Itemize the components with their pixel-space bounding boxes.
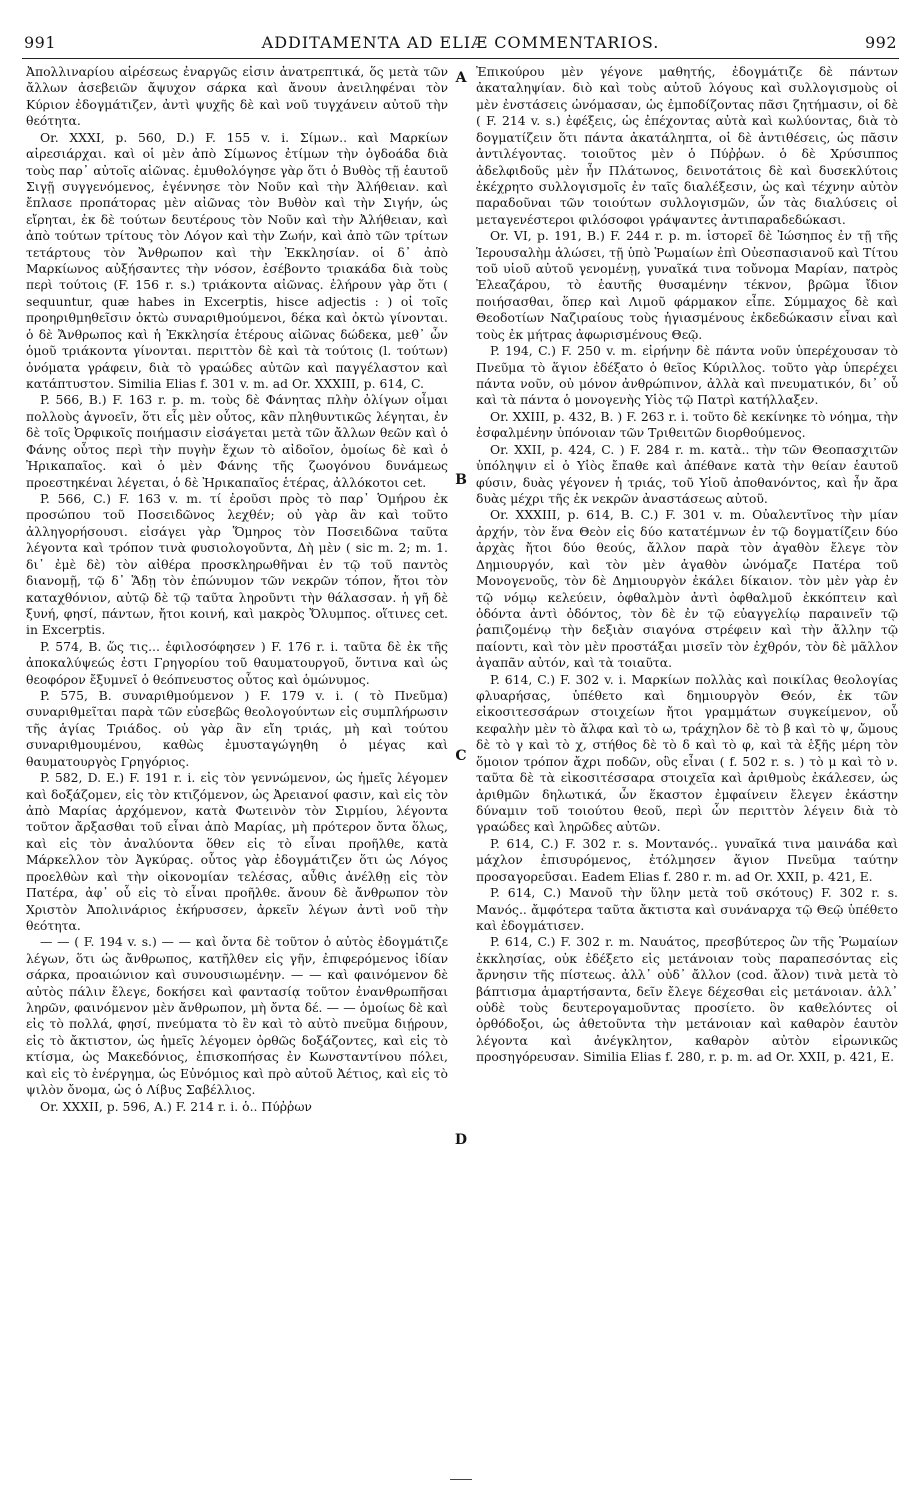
left-column bbox=[26, 64, 448, 1474]
paragraph: P. 575, B. συναριθμούμενον ) F. 179 v. i. ( τὸ Πνεῦμα) συναριθμεῖται παρὰ τῶν εὐσεβῶς θεολογούντων εἰς συμπλήρωσιν τῆς ἁγίας Τριάδος. οὐ γὰρ ἂν εἴη τριάς, μὴ καὶ τούτου συναριθμουμένου, καθὼς ἐμυσταγώγηθη ὁ μέγας καὶ θαυματουργὸς Γρηγόριος. bbox=[26, 688, 448, 769]
margin-letter-c: C bbox=[455, 748, 467, 764]
paragraph: Or. XXXI, p. 560, D.) F. 155 v. i. Σίμων.. καὶ Μαρκίων αἱρεσιάρχαι. καὶ οἱ μὲν ἀπὸ Σίμωνος ἐτίμων τὴν ὀγδοάδα διὰ τοὺς παρ᾽ αὐτοῖς αἰῶνας. ἐμυθολόγησε γὰρ ὅτι ὁ Βυθὸς τῇ ἑαυτοῦ Σιγῇ συγγενόμενος, ἐγέννησε τὸν Νοῦν καὶ τὴν Ἀλήθειαν. καὶ ἔπλασε προπάτορας μὲν αἰῶνας τὸν Βυθὸν καὶ τὴν Σιγήν, ὡς εἴρηται, ἐκ δὲ τούτων δευτέρους τὸν Νοῦν καὶ τὴν Ἀλήθειαν, καὶ ἀπὸ τούτων τρίτους τὸν Λόγον καὶ τὴν Ζωήν, καὶ ἀπὸ τῶν τρίτων τετάρτους τὸν Ἄνθρωπον καὶ τὴν Ἐκκλησίαν. οἱ δ᾽ ἀπὸ Μαρκίωνος αὐξήσαντες τὴν νόσον, ἐσέβοντο τριακάδα διὰ τοὺς περὶ τούτοις (F. 156 r. s.) τριάκοντα αἰῶνας. ἐλήρουν γὰρ ὅτι ( sequuntur, quæ habes in Excerptis, hisce adjectis : ) οἱ τοῖς προηριθμηθεῖσιν ὀκτὼ συναριθμούμενοι, δέκα καὶ ὀκτὼ γίνονται. ὁ δὲ Ἄνθρωπος καὶ ἡ Ἐκκλησία ἑτέρους αἰῶνας δώδεκα, μεθ᾽ ὧν ὁμοῦ τριάκοντα γίνονται. περιττὸν δὲ καὶ τὰ τούτοις (l. τούτων) ὀνόματα γράφειν, διὰ τὸ γραώδες αὐτῶν καὶ παγγέλαστον καὶ κατάπτυστον. Similia Elias f. 301 v. m. ad Or. XXXIII, p. 614, C. bbox=[26, 129, 448, 392]
paragraph: P. 566, C.) F. 163 v. m. τί ἐροῦσι πρὸς τὸ παρ᾽ Ὁμήρου ἐκ προσώπου τοῦ Ποσειδῶνος λεχθέν; οὐ γὰρ ἂν καὶ τοῦτο ἀλληγορήσουσι. εἰσάγει γὰρ Ὅμηρος τὸν Ποσειδῶνα ταῦτα λέγοντα καὶ τρόπον τινὰ φυσιολογοῦντα, Δὴ μὲν ( sic m. 2; m. 1. δι᾽ ἐμὲ δὲ) τὸν αἰθέρα προσκληρωθῆναι ἐν τῷ τοῦ παντὸς διανομῇ, τῷ δ᾽ Ἅδῃ τὸν ἐπώνυμον τῶν νεκρῶν τόπον, ἤτοι τὸν καταχθόνιον, αὐτῷ δὲ τῷ ταῦτα ληροῦντι τὴν θάλασσαν. ἡ γῆ δὲ ξυνή, φησί, πάντων, ἤτοι κοινή, καὶ μακρὸς Ὄλυμπος. οἵτινες cet. in Excerptis. bbox=[26, 490, 448, 638]
header-rule bbox=[22, 58, 899, 59]
page-number-right: 992 bbox=[864, 33, 897, 52]
paragraph: P. 566, B.) F. 163 r. p. m. τοὺς δὲ Φάνητας πλὴν ὀλίγων οἶμαι πολλοὺς ἀγνοεῖν, ὅτι εἷς μὲν οὗτος, κἂν πληθυντικῶς λέγηται, ἐν δὲ τοῖς Ὀρφικοῖς ποιήμασιν εἰσάγεται μετὰ τῶν ἄλλων θεῶν καὶ ὁ Φάνης οὗτος περὶ τὴν πυγὴν ἔχων τὸ αἰδοῖον, ὁμοίως δὲ καὶ ὁ Ἠρικαπαῖος. καὶ ὁ μὲν Φάνης τῆς ζωογόνου δυνάμεως προεστηκέναι λέγεται, ὁ δὲ Ἠρικαπαῖος ἑτέρας, ἀλλόκοτοι cet. bbox=[26, 392, 448, 490]
right-column bbox=[476, 64, 898, 1474]
paragraph: P. 582, D. E.) F. 191 r. i. εἰς τὸν γεννώμενον, ὡς ἡμεῖς λέγομεν καὶ δοξάζομεν, εἰς τὸν κτιζόμενον, ὡς Ἀρειανοί φασιν, καὶ εἰς τὸν ἀπὸ Μαρίας ἀρχόμενον, κατὰ Φωτεινὸν τὸν Σιρμίου, λέγοντα τοῦτον ἄρξασθαι τοῦ εἶναι ἀπὸ Μαρίας, μὴ πρότερον ὄντα ὅλως, καὶ εἰς τὸν ἀναλύοντα ὅθεν εἰς τὸ εἶναι προῆλθε, κατὰ Μάρκελλον τὸν Ἀγκύρας. οὗτος γὰρ ἐδογμάτιζεν ὅτι ὡς Λόγος προελθὼν καὶ τὴν οἰκονομίαν τελέσας, αὖθις ἀνέλθῃ εἰς τὸν Πατέρα, ἀφ᾽ οὗ εἰς τὸ εἶναι προῆλθε. ἄνουν δὲ ἄνθρωπον τὸν Χριστὸν Ἀπολινάριος ἐκήρυσσεν, ἀρκεῖν λέγων ἀντὶ νοῦ τὴν θεότητα. bbox=[26, 770, 448, 933]
paragraph: P. 614, C.) Μανοῦ τὴν ὕλην μετὰ τοῦ σκότους) F. 302 r. s. Μανός.. ἄμφότερα ταῦτα ἄκτιστα καὶ συνάναρχα τῷ Θεῷ ὑπέθετο καὶ ἐδογμάτισεν. bbox=[476, 885, 898, 933]
paragraph: P. 574, B. ὥς τις... ἐφιλοσόφησεν ) F. 176 r. i. ταῦτα δὲ ἐκ τῆς ἀποκαλύψεώς ἐστι Γρηγορίου τοῦ θαυματουργοῦ, ὅντινα καὶ ὡς θεοφόρον ἔξυμνεῖ ὁ θεόπνευστος οὗτος καὶ ὁμώνυμος. bbox=[26, 638, 448, 687]
margin-letter-b: B bbox=[455, 472, 467, 488]
paragraph: Or. XXXII, p. 596, A.) F. 214 r. i. ὁ.. Πύῤῥων bbox=[40, 1098, 312, 1114]
margin-letter-d: D bbox=[454, 1132, 468, 1148]
paragraph: P. 614, C.) F. 302 v. i. Μαρκίων πολλὰς καὶ ποικίλας θεολογίας φλυαρήσας, ὑπέθετο καὶ δημιουργὸν Θεόν, ἐκ τῶν εἰκοσιτεσσάρων στοιχείων ἤτοι γραμμάτων συγκείμενον, οὗ κεφαλὴν μὲν τὸ ἄλφα καὶ τὸ ω, τράχηλον δὲ τὸ β καὶ τὸ ψ, ὤμους δὲ τὸ γ καὶ τὸ χ, στήθος δὲ τὸ δ καὶ τὸ φ, καὶ τὰ ἑξῆς μέρη τὸν ὅμοιον τρόπον ἄχρι ποδῶν, οὓς εἶναι ( f. 502 r. s. ) τὸ μ καὶ τὸ ν. ταῦτα δὲ τὰ εἰκοσιτέσσαρα στοιχεῖα καὶ ἀριθμοὺς ἐκάλεσεν, ὡς ἀριθμῶν δηλωτικά, ὧν ἕκαστον ἐμφαίνειν ἔλεγεν ἑκάστην δύναμιν τοῦ τοιούτου θεοῦ, περὶ ὧν περιττὸν λέγειν διὰ τὸ γραώδες καὶ ληρῶδες αὐτῶν. bbox=[476, 671, 898, 835]
paragraph: P. 194, C.) F. 250 v. m. εἰρήνην δὲ πάντα νοῦν ὑπερέχουσαν τὸ Πνεῦμα τὸ ἅγιον ἐδέξατο ὁ θεῖος Κύριλλος. τοῦτο γὰρ ὑπερέχει πάντα νοῦν, οὐ μόνον ἀνθρώπινον, ἀλλὰ καὶ πνευματικόν, δι᾽ οὗ καὶ τὰ πάντα ὁ μονογενὴς Υἱὸς τῷ Πατρὶ κατήλλαξεν. bbox=[476, 343, 898, 408]
paragraph: Or. XXIII, p. 432, B. ) F. 263 r. i. τοῦτο δὲ κεκίνηκε τὸ νόημα, τὴν ἐσφαλμένην ὑπόνοιαν τῶν Τριθειτῶν διορθούμενος. bbox=[476, 408, 898, 441]
paragraph: Or. VI, p. 191, B.) F. 244 r. p. m. ἱστορεῖ δὲ Ἰώσηπος ἐν τῇ τῆς Ἱερουσαλὴμ ἁλώσει, τῇ ὑπὸ Ῥωμαίων ἐπὶ Οὐεσπασιανοῦ καὶ Τίτου τοῦ υἱοῦ αὐτοῦ γενομένῃ, γυναῖκά τινα τοὔνομα Μαρίαν, πατρὸς Ἐλεαζάρου, τὸ ἑαυτῆς θυσαμένην τέκνον, βρῶμα ἴδιον ποιήσασθαι, ὅπερ καὶ Λιμοῦ φάρμακον εἶπε. Σύμμαχος δὲ καὶ Θεοδοτίων Ναζιραίους τοὺς ἡγιασμένους ἐκδεδώκασιν εἶναι καὶ τοὺς ἐκ μήτρας ἀφωρισμένους Θεῷ. bbox=[476, 228, 898, 342]
paragraph: Or. XXXIII, p. 614, B. C.) F. 301 v. m. Οὐαλεντῖνος τὴν μίαν ἀρχήν, τὸν ἕνα Θεὸν εἰς δύο κατατέμνων ἐν τῷ δογματίζειν δύο ἀρχὰς ἤτοι δύο θεούς, ἄλλον παρὰ τὸν ἀγαθὸν ἔλεγε τὸν Δημιουργόν, καὶ τὸν μὲν ἀγαθὸν ὠνόμαζε Πατέρα τοῦ Μονογενοῦς, τὸν δὲ Δημιουργὸν ἐκάλει δίκαιον. τὸν μὲν γὰρ ἐν τῷ νόμῳ κελεύειν, ὀφθαλμὸν ἀντὶ ὀφθαλμοῦ ἐκκόπτειν καὶ ὀδόντα ἀντὶ ὀδόντος, τὸν δὲ ἐν τῷ εὐαγγελίῳ παραινεῖν τῷ ῥαπιζομένῳ τὴν δεξιὰν σιαγόνα στρέφειν καὶ τὴν ἄλλην τῷ παίοντι, καὶ τὸν μὲν προστάξαι μισεῖν τὸν ἐχθρόν, τὸν δὲ μᾶλλον ἀγαπᾶν αὐτόν, καὶ τὰ τοιαῦτα. bbox=[476, 507, 898, 671]
paragraph: Ἀπολλιναρίου αἱρέσεως ἐναργῶς εἰσιν ἀνατρεπτικά, ὅς μετὰ τῶν ἄλλων ἀσεβειῶν ἄψυχον σάρκα καὶ ἄνουν ἀνειληφέναι τὸν Κύριον ἐδογμάτιζεν, ἀντὶ ψυχῆς δὲ καὶ νοῦ τυγχάνειν αὐτοῦ τὴν θεότητα. bbox=[26, 64, 448, 129]
running-title: ADDITAMENTA AD ELIÆ COMMENTARIOS. bbox=[261, 33, 660, 52]
paragraph: Or. XXII, p. 424, C. ) F. 284 r. m. κατὰ.. τὴν τῶν Θεοπασχιτῶν ὑπόληψιν εἰ ὁ Υἱὸς ἔπαθε καὶ ἀπέθανε κατὰ τὴν θείαν ἑαυτοῦ φύσιν, δυὰς γέγονεν ἡ τριάς, τοῦ Υἱοῦ ἀποθανόντος, καὶ ἦν ἄρα δυὰς μέχρι τῆς ἐκ νεκρῶν ἀναστάσεως αὐτοῦ. bbox=[476, 441, 898, 506]
paragraph: P. 614, C.) F. 302 r. m. Ναυάτος, πρεσβύτερος ὢν τῆς Ῥωμαίων ἐκκλησίας, οὐκ ἐδέξετο εἰς μετάνοιαν τοὺς παραπεσόντας εἰς ἄρνησιν τῆς πίστεως. ἀλλ᾽ οὐδ᾽ ἄλλον (cod. ἄλον) τινὰ μετὰ τὸ βάπτισμα ἁμαρτήσαντα, δεῖν ἔλεγε δέχεσθαι εἰς μετάνοιαν. ἀλλ᾽ οὐδὲ τοὺς δευτερογαμοῦντας προσίετο. ὃν καθελόντες οἱ ὀρθόδοξοι, ὡς ἀθετοῦντα τὴν μετάνοιαν καὶ καθαρὸν ἑαυτὸν λέγοντα καὶ ἀνέγκλητον, καθαρὸν αὐτὸν εἰρωνικῶς προσηγόρευσαν. Similia Elias f. 280, r. p. m. ad Or. XXII, p. 421, E. bbox=[476, 934, 898, 1065]
paragraph: P. 614, C.) F. 302 r. s. Μοντανός.. γυναῖκά τινα μαινάδα καὶ μάχλον ἐπισυρόμενος, ἐτόλμησεν ἅγιον Πνεῦμα ταύτην προσαγορεῦσαι. Eadem Elias f. 280 r. m. ad Or. XXII, p. 421, E. bbox=[476, 835, 898, 884]
page-number-left: 991 bbox=[24, 33, 57, 52]
footer-mark bbox=[450, 1479, 472, 1480]
paragraph: Ἐπικούρου μὲν γέγονε μαθητής, ἐδογμάτιζε δὲ πάντων ἀκαταληψίαν. διὸ καὶ τοὺς αὐτοῦ λόγους καὶ συλλογισμοὺς οἱ μὲν ἐνστάσεις ὠνόμασαν, ὡς ἐμποδίζοντας πᾶσι ζητήμασιν, οἱ δὲ ( F. 214 v. s.) ἐφέξεις, ὡς ἐπέχοντας αὐτὰ καὶ κωλύοντας, διὰ τὸ δογματίζειν ὅτι πάντα ἀκατάληπτα, οἱ δὲ ἀντιθέσεις, ὡς πᾶσιν ἀντιλέγοντας. τοιοῦτος μὲν ὁ Πύῤῥων. ὁ δὲ Χρύσιππος ἀδελφιδοῦς μὲν ἦν Πλάτωνος, δεινοτάτοις δὲ καὶ δυσεκλύτοις ἐκέχρητο συλλογισμοῖς ἐν ταῖς διαλέξεσιν, ὡς καὶ τέχνην αὐτὸν παραδοῦναι τῶν τοιούτων συλλογισμῶν, ὧν τὰς διαλύσεις οἱ μεταγενέστεροι φιλόσοφοι γράψαντες ἀντιπαραδεδώκασι. bbox=[476, 64, 898, 227]
paragraph: — — ( F. 194 v. s.) — — καὶ ὄντα δὲ τοῦτον ὁ αὐτὸς ἐδογμάτιζε λέγων, ὅτι ὡς ἄνθρωπος, κατῆλθεν εἰς γῆν, ἐπιφερόμενος ἰδίαν σάρκα, προαιώνιον καὶ συνουσιωμένην. — — καὶ φαινόμενον δὲ αὐτὸς πάλιν ἔλεγε, δοκήσει καὶ φαντασίᾳ τοῦτον ἐνανθρωπῆσαι ληρῶν, φαινόμενον μὲν ἄνθρωπον, μὴ ὄντα δέ. — — ὁμοίως δὲ καὶ εἰς τὸ πολλά, φησί, πνεύματα τὸ ἓν καὶ τὸ αὐτὸ πνεῦμα διῄρουν, εἰς τὸ ἄκτιστον, ὡς ἡμεῖς λέγομεν ὀρθῶς δοξάζοντες, καὶ εἰς τὸ κτίσμα, ὡς Μακεδόνιος, ἐπισκοπήσας ἐν Κωνσταντίνου πόλει, καὶ εἰς τὸ ἐνέργημα, ὡς Εὐνόμιος καὶ πρὸ αὐτοῦ Ἀέτιος, καὶ εἰς τὸ ψιλὸν ὄνομα, ὡς ὁ Λίβυς Σαβέλλιος. bbox=[26, 934, 448, 1098]
margin-letter-a: A bbox=[455, 70, 467, 86]
